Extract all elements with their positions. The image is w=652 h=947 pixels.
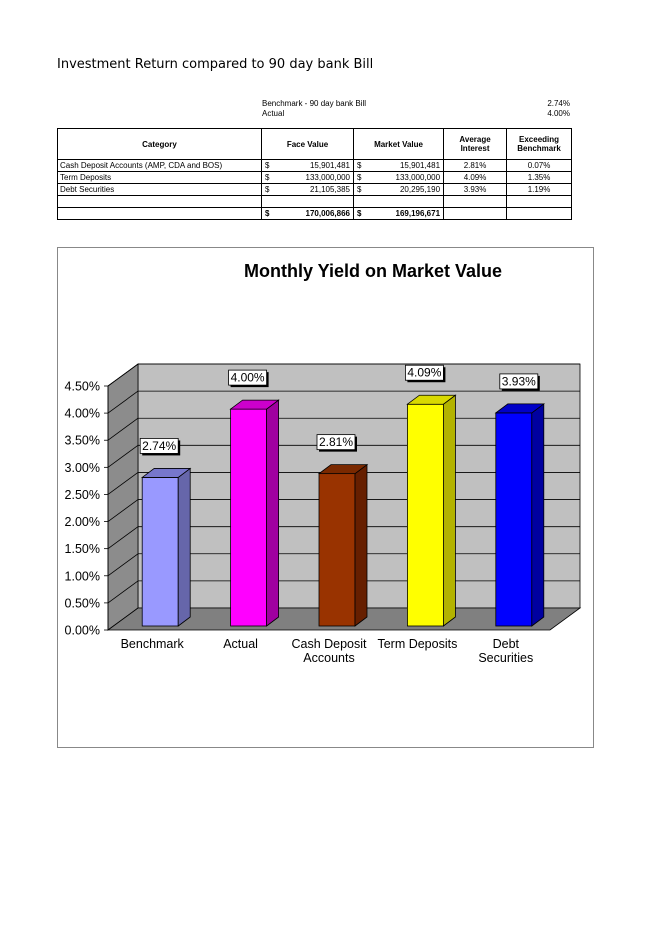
- cell-market-value: 15,901,481: [368, 160, 444, 172]
- y-tick-label: 3.50%: [64, 433, 100, 448]
- bar-side: [443, 395, 455, 626]
- bar-front: [231, 409, 267, 626]
- cell-face-value: 21,105,385: [280, 184, 354, 196]
- data-label: 2.74%: [142, 438, 177, 453]
- cell-market-value: 133,000,000: [368, 172, 444, 184]
- cell-currency: $: [354, 172, 368, 184]
- bar-front: [319, 474, 355, 626]
- benchmark-label: Benchmark - 90 day bank Bill: [262, 99, 367, 108]
- x-category-label: Cash Deposit: [291, 637, 367, 651]
- header-category: Category: [58, 129, 262, 160]
- table-row: [58, 172, 572, 184]
- cell-currency: $: [354, 184, 368, 196]
- cell-currency: $: [354, 160, 368, 172]
- total-currency: $: [354, 208, 368, 220]
- total-face-value: 170,006,866: [280, 208, 354, 220]
- x-category-label: Accounts: [303, 651, 355, 665]
- y-tick-label: 0.50%: [64, 596, 100, 611]
- chart-panel: [57, 247, 594, 748]
- cell-market-value: 20,295,190: [368, 184, 444, 196]
- table-row: [58, 184, 572, 196]
- y-tick-label: 1.50%: [64, 542, 100, 557]
- cell-average-interest: 4.09%: [444, 172, 507, 184]
- cell-average-interest: 3.93%: [444, 184, 507, 196]
- cell-currency: $: [262, 184, 280, 196]
- y-tick-label: 4.50%: [64, 379, 100, 394]
- yield-bar-chart: [58, 248, 593, 747]
- bar-side: [178, 468, 190, 626]
- x-category-label: Benchmark: [120, 637, 184, 651]
- actual-value: 4.00%: [547, 109, 570, 118]
- header-average-interest: Average Interest: [444, 129, 507, 160]
- cell-face-value: 133,000,000: [280, 172, 354, 184]
- cell-currency: $: [262, 160, 280, 172]
- x-category-label: Debt: [492, 637, 520, 651]
- header-face-value: Face Value: [262, 129, 354, 160]
- bar-side: [532, 404, 544, 626]
- total-market-value: 169,196,671: [368, 208, 444, 220]
- side-wall: [108, 364, 138, 630]
- y-tick-label: 2.00%: [64, 515, 100, 530]
- table-row-empty: [58, 196, 572, 208]
- benchmark-value: 2.74%: [547, 99, 570, 108]
- cell-face-value: 15,901,481: [280, 160, 354, 172]
- cell-category: Debt Securities: [58, 184, 262, 196]
- actual-label: Actual: [262, 109, 285, 118]
- data-label: 2.81%: [318, 435, 354, 450]
- cell-category: Term Deposits: [58, 172, 262, 184]
- investment-table: [57, 128, 572, 220]
- y-tick-label: 4.00%: [64, 406, 100, 421]
- table-row: [58, 160, 572, 172]
- bar-front: [496, 413, 532, 626]
- header-market-value: Market Value: [354, 129, 444, 160]
- bar-side: [267, 400, 279, 626]
- cell-average-interest: 2.81%: [444, 160, 507, 172]
- y-tick-label: 1.00%: [64, 569, 100, 584]
- y-tick-label: 3.00%: [64, 460, 100, 475]
- cell-exceeding-benchmark: 1.35%: [507, 172, 572, 184]
- cell-exceeding-benchmark: 1.19%: [507, 184, 572, 196]
- x-category-label: Actual: [223, 637, 258, 651]
- header-exceeding-benchmark: Exceeding Benchmark: [507, 129, 572, 160]
- bar-side: [355, 465, 367, 626]
- data-label: 4.09%: [407, 365, 442, 380]
- cell-category: Cash Deposit Accounts (AMP, CDA and BOS): [58, 160, 262, 172]
- table-header-row: [58, 129, 572, 160]
- data-label: 4.00%: [230, 370, 265, 385]
- y-tick-label: 2.50%: [64, 487, 100, 502]
- chart-title: Monthly Yield on Market Value: [243, 261, 503, 281]
- total-currency: $: [262, 208, 280, 220]
- x-category-label: Term Deposits: [377, 637, 458, 651]
- y-tick-label: 0.00%: [64, 623, 100, 638]
- cell-currency: $: [262, 172, 280, 184]
- table-total-row: [58, 208, 572, 220]
- data-label: 3.93%: [501, 374, 536, 389]
- bar-front: [407, 404, 443, 626]
- cell-exceeding-benchmark: 0.07%: [507, 160, 572, 172]
- page-title: Investment Return compared to 90 day bank Bill: [57, 57, 374, 72]
- bar-front: [142, 477, 178, 626]
- x-category-label: Securities: [478, 651, 534, 665]
